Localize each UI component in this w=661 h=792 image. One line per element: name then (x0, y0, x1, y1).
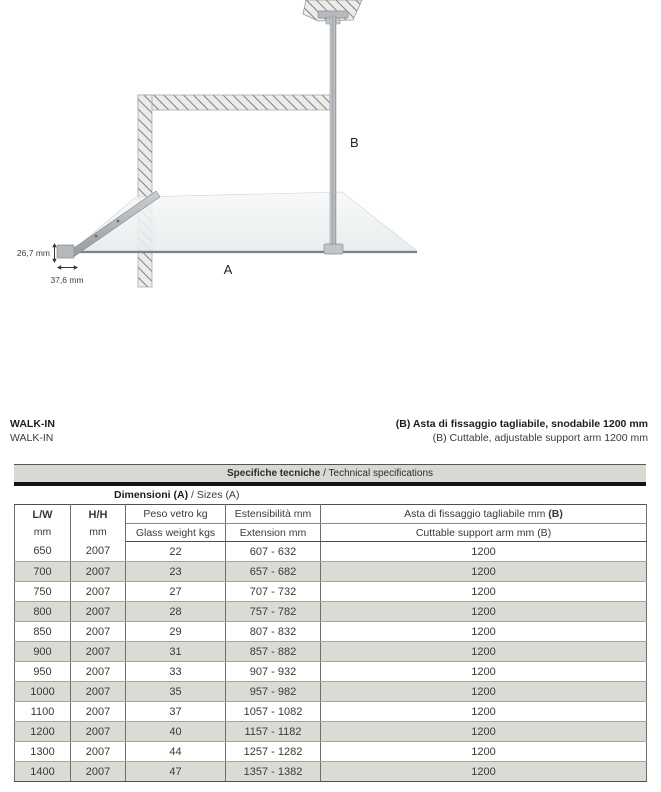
cell: 1157 - 1182 (226, 722, 321, 742)
cell: 27 (126, 582, 226, 602)
cell: 957 - 982 (226, 682, 321, 702)
cell: 44 (126, 742, 226, 762)
cell: 2007 (71, 642, 126, 662)
product-title-en: WALK-IN (10, 432, 54, 444)
cell: 800 (15, 602, 71, 622)
table-row (15, 642, 647, 662)
cell: 2007 (71, 542, 126, 562)
cell: 29 (126, 622, 226, 642)
cell: 1200 (321, 602, 647, 622)
cell: 2007 (71, 582, 126, 602)
label-b: B (350, 135, 359, 150)
cell: 757 - 782 (226, 602, 321, 622)
cell: 2007 (71, 622, 126, 642)
cell: 1257 - 1282 (226, 742, 321, 762)
cell: 1400 (15, 762, 71, 782)
cell: 35 (126, 682, 226, 702)
table-row (15, 722, 647, 742)
cell: 2007 (71, 682, 126, 702)
header-support-arm-it: Asta di fissaggio tagliabile mm (B) (321, 505, 647, 524)
cell: 950 (15, 662, 71, 682)
dim-height-label: 26,7 mm (16, 248, 50, 258)
support-arm-note (396, 417, 648, 445)
profile-screw (95, 235, 98, 238)
header-glass-weight-en: Glass weight kgs (126, 524, 226, 542)
cell: 1200 (321, 582, 647, 602)
cell: 1200 (321, 662, 647, 682)
cell: 1200 (321, 702, 647, 722)
dimensions-caption-en: / Sizes (A) (188, 489, 240, 501)
spec-table-body (15, 542, 647, 782)
cell: 900 (15, 642, 71, 662)
header-lw: L/W mm (15, 505, 71, 542)
dim-arrow-vertical (52, 243, 56, 263)
cell: 1000 (15, 682, 71, 702)
cell: 1200 (321, 722, 647, 742)
wall-hatch-horizontal (138, 95, 330, 110)
cell: 657 - 682 (226, 562, 321, 582)
dimensions-caption-it: Dimensioni (A) (114, 489, 189, 501)
cell: 2007 (71, 602, 126, 622)
cell: 1200 (321, 542, 647, 562)
dim-width-label: 37,6 mm (50, 275, 84, 285)
table-row (15, 622, 647, 642)
dimensions-caption (14, 486, 646, 504)
spec-band-title-en: / Technical specifications (320, 468, 434, 479)
table-row (15, 602, 647, 622)
product-title-it: WALK-IN (10, 418, 55, 430)
cell: 28 (126, 602, 226, 622)
header-hh: H/H mm (71, 505, 126, 542)
cell: 707 - 732 (226, 582, 321, 602)
cell: 1100 (15, 702, 71, 722)
cell: 750 (15, 582, 71, 602)
product-title (10, 417, 55, 445)
cell: 607 - 632 (226, 542, 321, 562)
cell: 850 (15, 622, 71, 642)
cell: 1200 (321, 622, 647, 642)
cell: 907 - 932 (226, 662, 321, 682)
cell: 2007 (71, 722, 126, 742)
header-support-arm-en: Cuttable support arm mm (B) (321, 524, 647, 542)
label-a: A (223, 262, 233, 277)
header-extension-en: Extension mm (226, 524, 321, 542)
cell: 2007 (71, 762, 126, 782)
support-arm (330, 16, 336, 248)
table-row (15, 662, 647, 682)
product-title-block (10, 417, 648, 445)
cell: 47 (126, 762, 226, 782)
support-arm-note-en: (B) Cuttable, adjustable support arm 1200 mm (432, 432, 648, 444)
table-row (15, 582, 647, 602)
table-row (15, 542, 647, 562)
cell: 1200 (321, 682, 647, 702)
cell: 857 - 882 (226, 642, 321, 662)
cell: 1057 - 1082 (226, 702, 321, 722)
profile-end-cap (57, 245, 74, 258)
cell: 1200 (321, 742, 647, 762)
cell: 1300 (15, 742, 71, 762)
table-row (15, 562, 647, 582)
cell: 22 (126, 542, 226, 562)
cell: 1200 (321, 642, 647, 662)
cell: 37 (126, 702, 226, 722)
cell: 1200 (321, 562, 647, 582)
table-row (15, 682, 647, 702)
cell: 33 (126, 662, 226, 682)
cell: 650 (15, 542, 71, 562)
support-arm-note-it: (B) Asta di fissaggio tagliabile, snodabile 1200 mm (395, 418, 648, 430)
product-diagram (0, 0, 661, 310)
dim-arrow-horizontal (57, 265, 78, 269)
table-row (15, 762, 647, 782)
dimensions-table (14, 504, 647, 782)
wall-hatch-vertical (138, 95, 152, 287)
cell: 700 (15, 562, 71, 582)
cell: 2007 (71, 702, 126, 722)
cell: 1200 (15, 722, 71, 742)
cell: 40 (126, 722, 226, 742)
arm-clamp (324, 244, 343, 254)
cell: 2007 (71, 742, 126, 762)
cell: 2007 (71, 562, 126, 582)
header-glass-weight-it: Peso vetro kg (126, 505, 226, 524)
cell: 1200 (321, 762, 647, 782)
spec-band (14, 464, 646, 482)
cell: 23 (126, 562, 226, 582)
table-row (15, 702, 647, 722)
spec-band-title-it: Specifiche tecniche (226, 468, 321, 479)
table-row (15, 742, 647, 762)
header-extension-it: Estensibilità mm (226, 505, 321, 524)
table-header (15, 505, 647, 542)
cell: 807 - 832 (226, 622, 321, 642)
cell: 31 (126, 642, 226, 662)
cell: 2007 (71, 662, 126, 682)
spec-table (14, 464, 646, 782)
profile-screw (117, 220, 120, 223)
cell: 1357 - 1382 (226, 762, 321, 782)
